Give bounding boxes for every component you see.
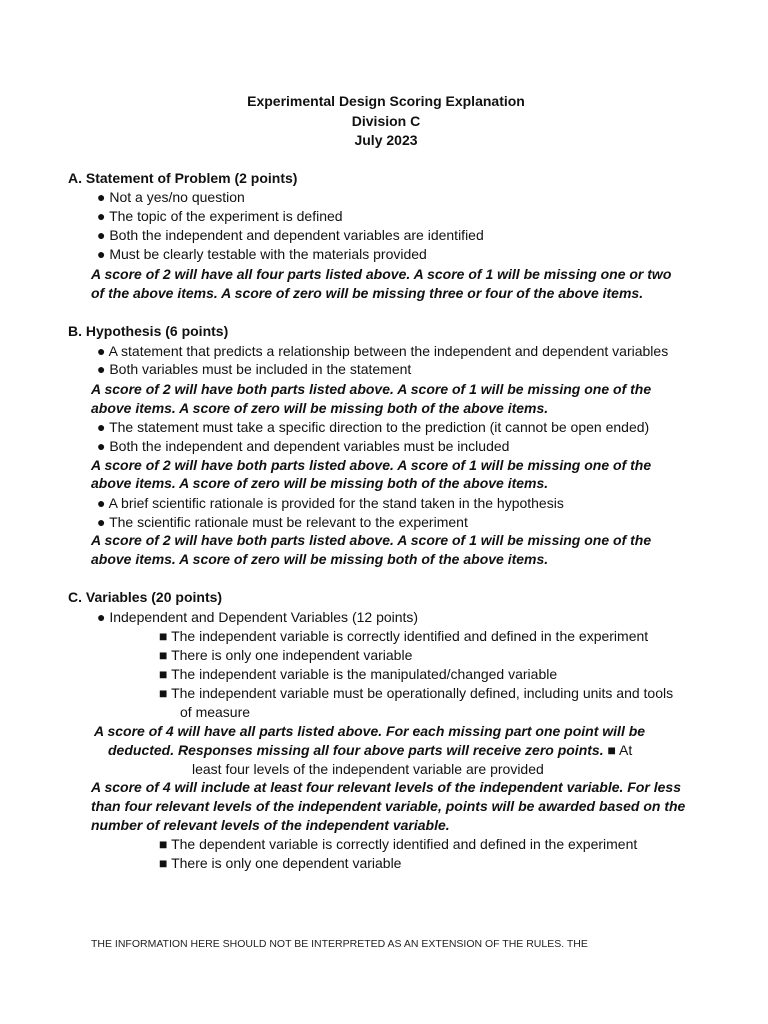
section-b-bullet: ● Both variables must be included in the statement [97,361,412,377]
section-c-sub-bullet: ■ There is only one independent variable [159,647,413,663]
section-c-score-text: deducted. Responses missing all four above parts will receive zero points. [108,742,604,758]
document-title-block [0,92,768,151]
section-a-bullet: ● Not a yes/no question [97,189,245,205]
section-a-score-text: of the above items. A score of zero will be missing three or four of the above items. [91,285,644,301]
section-c-sub-bullet: ■ The dependent variable is correctly identified and defined in the experiment [159,836,638,852]
section-b-score-text: above items. A score of zero will be missing both of the above items. [91,475,549,491]
section-c-score-text: number of relevant levels of the independent variable. [91,817,450,833]
section-a-bullet: ● Must be clearly testable with the materials provided [97,246,427,262]
section-b-bullet: ● Both the independent and dependent variables must be included [97,438,510,454]
section-a-score-text: A score of 2 will have all four parts listed above. A score of 1 will be missing one or two [91,266,672,282]
section-b-score-text: A score of 2 will have both parts listed above. A score of 1 will be missing one of the [91,532,652,548]
section-a-bullet: ● The topic of the experiment is defined [97,208,343,224]
section-b-heading: B. Hypothesis (6 points) [68,323,229,339]
section-c-score-text: A score of 4 will have all parts listed above. For each missing part one point will be [94,723,646,739]
section-c-inline-bullet: ■ At [607,742,633,758]
section-b-score-text: above items. A score of zero will be missing both of the above items. [91,400,549,416]
section-b-bullet: ● A brief scientific rationale is provided for the stand taken in the hypothesis [97,495,564,511]
section-c-plain-text: least four levels of the independent variable are provided [192,761,544,777]
section-c-score-text-row [108,741,632,760]
section-b-score-text: A score of 2 will have both parts listed above. A score of 1 will be missing one of the [91,381,652,397]
section-b-score-text: above items. A score of zero will be missing both of the above items. [91,551,549,567]
section-c-sub-bullet: ■ The independent variable is correctly identified and defined in the experiment [159,628,649,644]
section-c-bullet: ● Independent and Dependent Variables (12 points) [97,609,419,625]
section-c-sub-bullet-continuation: of measure [180,704,251,720]
document-title: Experimental Design Scoring Explanation [247,93,525,109]
section-c-score-text: A score of 4 will include at least four relevant levels of the independent variable. For less [91,779,681,795]
section-a-bullet: ● Both the independent and dependent variables are identified [97,227,484,243]
section-c-sub-bullet: ■ The independent variable is the manipulated/changed variable [159,666,558,682]
section-a-heading: A. Statement of Problem (2 points) [68,170,298,186]
section-c-heading: C. Variables (20 points) [68,589,223,605]
section-b-bullet: ● The scientific rationale must be relevant to the experiment [97,514,468,530]
section-b-bullet: ● The statement must take a specific direction to the prediction (it cannot be open ended) [97,419,650,435]
document-date: July 2023 [354,132,418,148]
footer-disclaimer: THE INFORMATION HERE SHOULD NOT BE INTERPRETED AS AN EXTENSION OF THE RULES. THE [91,938,588,950]
document-division: Division C [351,112,421,129]
section-c-sub-bullet: ■ The independent variable must be operationally defined, including units and tools [159,685,674,701]
section-b-bullet: ● A statement that predicts a relationship between the independent and dependent variables [97,343,669,359]
section-b-score-text: A score of 2 will have both parts listed above. A score of 1 will be missing one of the [91,457,652,473]
section-c-sub-bullet: ■ There is only one dependent variable [159,855,402,871]
section-c-score-text: than four relevant levels of the independent variable, points will be awarded based on the [91,798,686,814]
